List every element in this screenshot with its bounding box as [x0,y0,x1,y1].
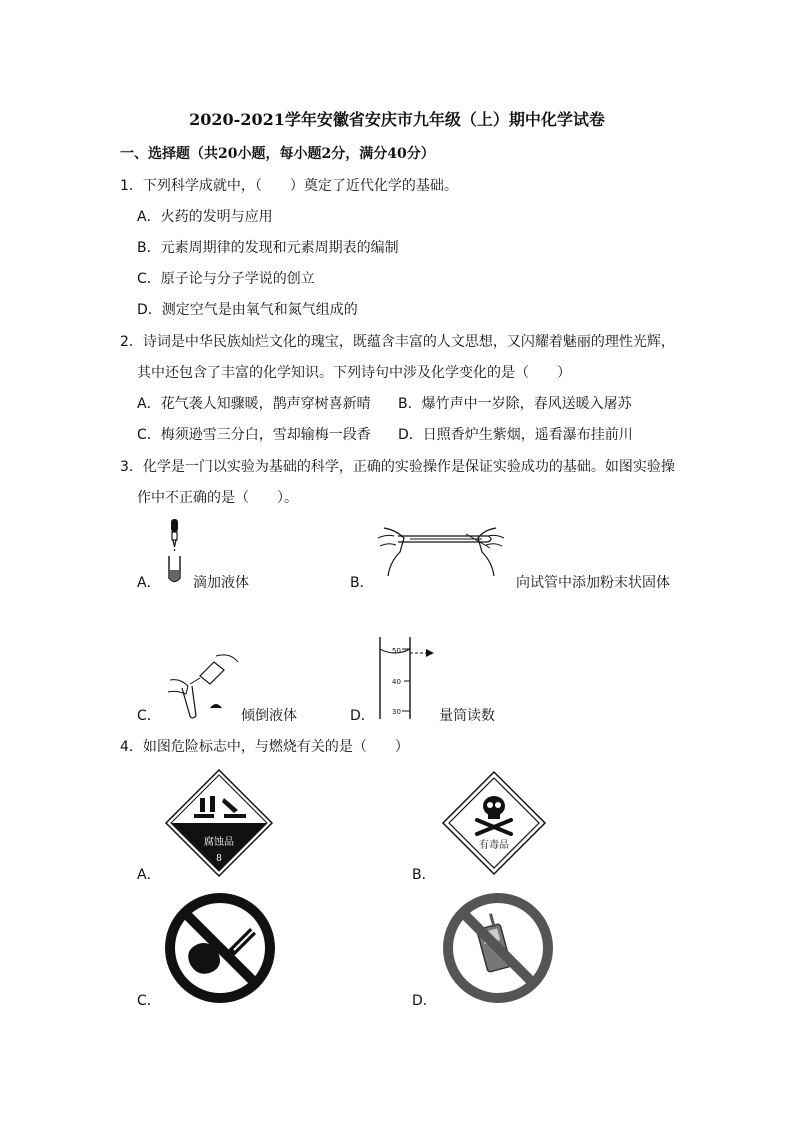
q4-option-c-letter: C． [137,993,161,1009]
q4-stem: 4．如图危险标志中，与燃烧有关的是（ ） [120,739,409,755]
q1-stem: 1．下列科学成就中，（ ）奠定了近代化学的基础。 [120,178,458,194]
q2-option-d: D．日照香炉生紫烟，遥看瀑布挂前川 [398,427,633,443]
q1-option-d: D．测定空气是由氧气和氮气组成的 [137,302,358,318]
q3-option-b-letter: B． [350,575,374,591]
q3-option-a-caption: 滴加液体 [193,575,249,591]
toxic-sign-icon [441,770,547,876]
no-mobile-phone-sign-icon [442,892,554,1004]
section-heading: 一、选择题（共20小题，每小题2分，满分40分） [120,146,435,162]
q2-option-c: C．梅须逊雪三分白，雪却输梅一段香 [137,427,371,443]
q3-option-b-caption: 向试管中添加粉末状固体 [516,575,670,591]
q4-option-b-letter: B． [412,867,436,883]
cylinder-tick-40: 40 [392,678,401,686]
corrosive-sign-number: 8 [216,854,222,864]
pouring-liquid-image [160,650,240,722]
q3-option-c-caption: 倾倒液体 [241,708,297,724]
dropper-image [160,518,190,586]
q1-option-c: C．原子论与分子学说的创立 [137,271,315,287]
q1-option-a: A．火药的发明与应用 [137,209,273,225]
q2-option-a: A．花气袭人知骤暖，鹊声穿树喜新晴 [137,396,371,412]
q3-option-a-letter: A． [137,575,161,591]
corrosive-sign-icon [164,768,274,878]
powder-trough-image [370,520,515,588]
q3-option-d-letter: D． [350,708,375,724]
cylinder-tick-30: 30 [392,708,401,716]
q3-option-d-caption: 量筒读数 [439,708,495,724]
q2-stem-line1: 2．诗词是中华民族灿烂文化的瑰宝，既蕴含丰富的人文思想，又闪耀着魅丽的理性光辉， [120,334,675,350]
no-smoking-sign-icon [164,892,276,1004]
q4-option-d-letter: D． [412,993,437,1009]
q3-stem-line2: 作中不正确的是（ ）。 [137,490,298,506]
q3-stem-line1: 3．化学是一门以实验为基础的科学，正确的实验操作是保证实验成功的基础。如图实验操 [120,459,675,475]
page-title: 2020-2021学年安徽省安庆市九年级（上）期中化学试卷 [189,110,605,129]
q2-option-b: B．爆竹声中一岁除，春风送暖入屠苏 [398,396,632,412]
q2-stem-line2: 其中还包含了丰富的化学知识。下列诗句中涉及化学变化的是（ ） [137,365,571,381]
corrosive-sign-text: 腐蚀品 [204,837,234,848]
cylinder-tick-50: 50 [392,647,401,655]
q4-option-a-letter: A． [137,867,161,883]
toxic-sign-text: 有毒品 [479,840,509,851]
q3-option-c-letter: C． [137,708,161,724]
q1-option-b: B．元素周期律的发现和元素周期表的编制 [137,240,399,256]
graduated-cylinder-image [374,635,440,721]
